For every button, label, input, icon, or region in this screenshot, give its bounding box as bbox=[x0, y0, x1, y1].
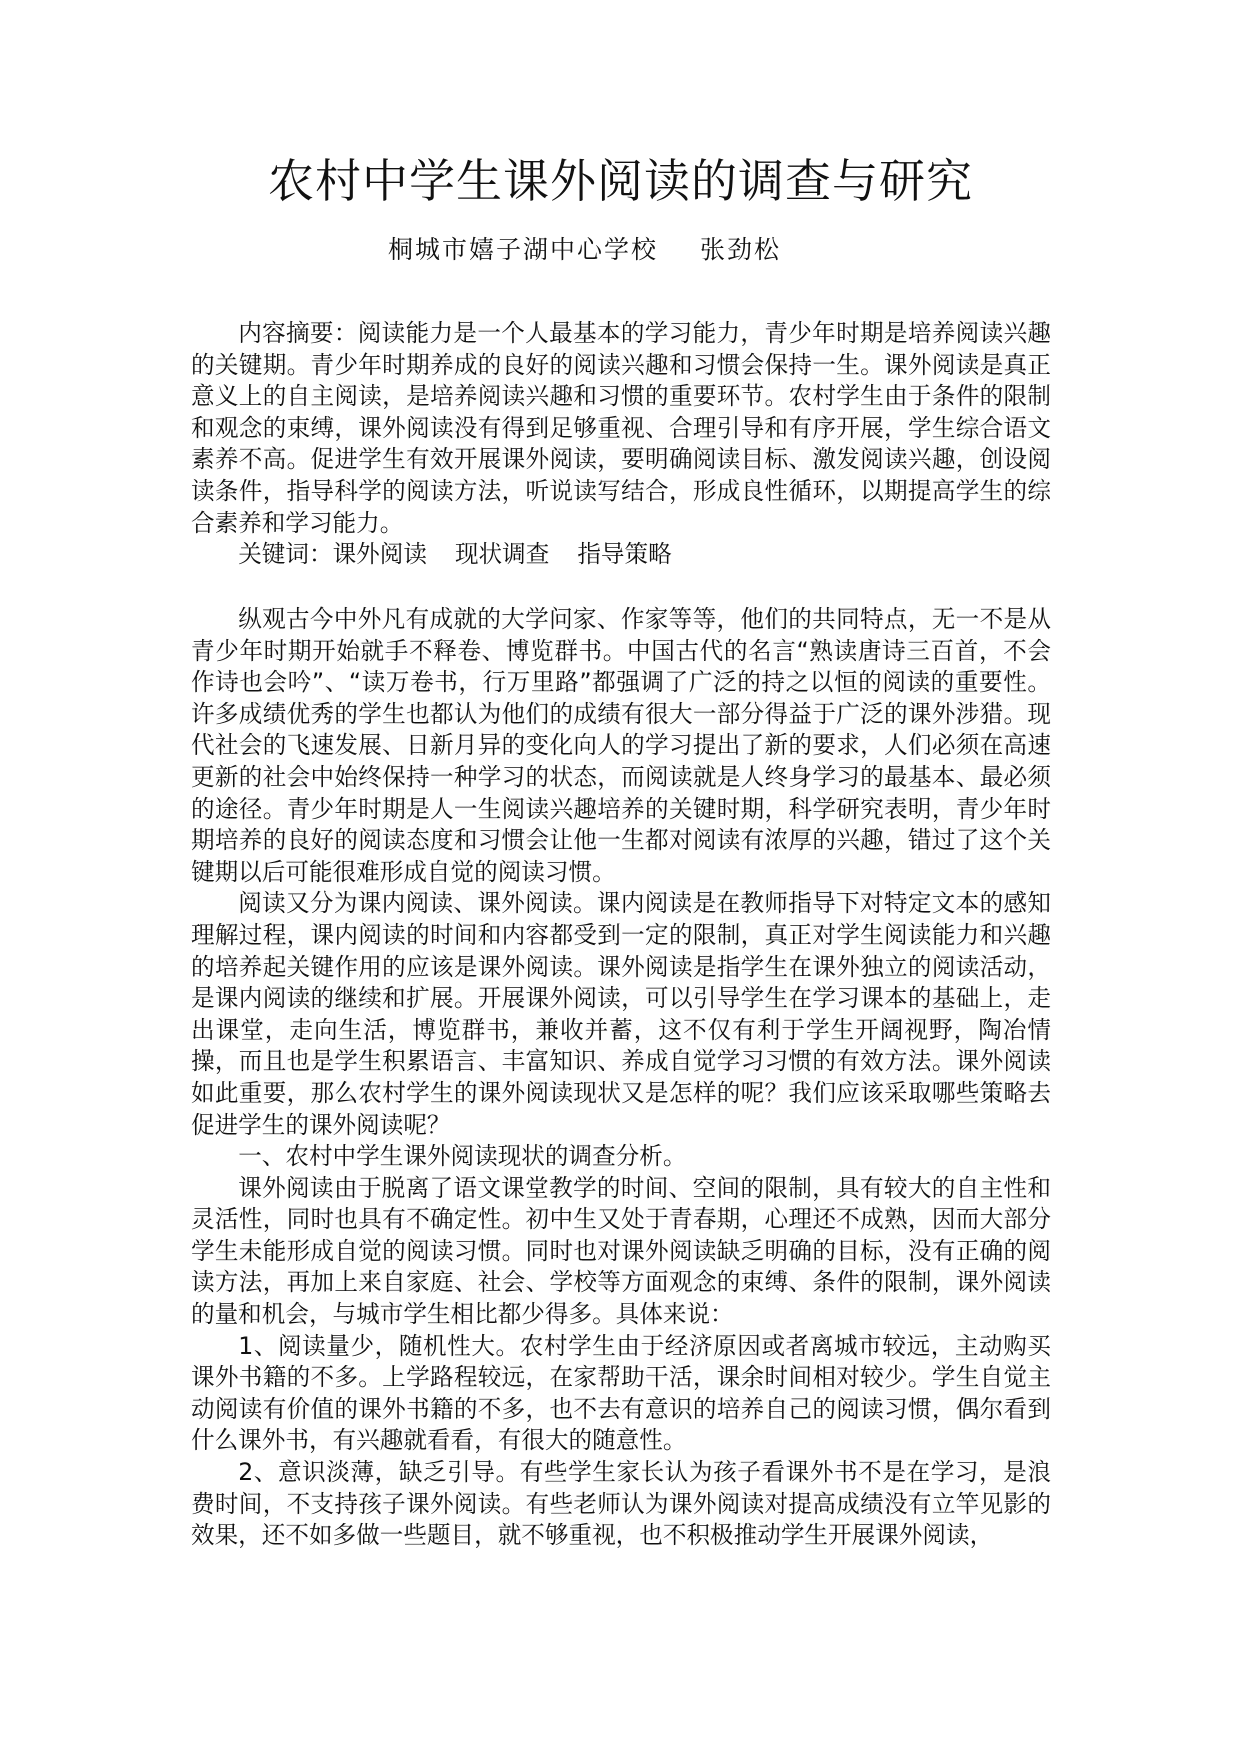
keyword-item: 指导策略 bbox=[577, 540, 672, 569]
school-name: 桐城市嬉子湖中心学校 bbox=[388, 235, 659, 264]
keywords-line bbox=[191, 539, 1051, 571]
page-title: 农村中学生课外阅读的调查与研究 bbox=[268, 154, 973, 208]
author-line bbox=[388, 232, 988, 268]
author-name: 张劲松 bbox=[700, 235, 782, 264]
section-heading: 一、农村中学生课外阅读现状的调查分析。 bbox=[238, 1142, 687, 1171]
body-paragraph: 阅读又分为课内阅读、课外阅读。课内阅读是在教师指导下对特定文本的感知理解过程，课内阅读的时间和内容都受到一定的限制，真正对学生阅读能力和兴趣的培养起关键作用的应该是课外阅读。课外阅读是指学生在课外独立的阅读活动，是课内阅读的继续和扩展。开展课外阅读，可以引导学生在学习课本的基础上，走出课堂，走向生活，博览群书，兼收并蓄，这不仅有利于学生开阔视野，陶冶情操，而且也是学生积累语言、丰富知识、养成自觉学习习惯的有效方法。课外阅读如此重要，那么农村学生的课外阅读现状又是怎样的呢？我们应该采取哪些策略去促进学生的课外阅读呢？ bbox=[191, 889, 1051, 1139]
main-body bbox=[191, 604, 1051, 1552]
keyword-item: 课外阅读 bbox=[332, 540, 427, 569]
body-paragraph: 纵观古今中外凡有成就的大学问家、作家等等，他们的共同特点，无一不是从青少年时期开始就手不释卷、博览群书。中国古代的名言“熟读唐诗三百首，不会作诗也会吟”、“读万卷书，行万里路”都强调了广泛的持之以恒的阅读的重要性。许多成绩优秀的学生也都认为他们的成绩有很大一部分得益于广泛的课外涉猎。现代社会的飞速发展、日新月异的变化向人的学习提出了新的要求，人们必须在高速更新的社会中始终保持一种学习的状态，而阅读就是人终身学习的最基本、最必须的途径。青少年时期是人一生阅读兴趣培养的关键时期，科学研究表明，青少年时期培养的良好的阅读态度和习惯会让他一生都对阅读有浓厚的兴趣，错过了这个关键期以后可能很难形成自觉的阅读习惯。 bbox=[191, 605, 1051, 886]
body-paragraph: 2、意识淡薄，缺乏引导。有些学生家长认为孩子看课外书不是在学习，是浪费时间，不支持孩子课外阅读。有些老师认为课外阅读对提高成绩没有立竿见影的效果，还不如多做一些题目，就不够重视，也不积极推动学生开展课外阅读， bbox=[191, 1458, 1051, 1550]
body-paragraph: 1、阅读量少，随机性大。农村学生由于经济原因或者离城市较远，主动购买课外书籍的不多。上学路程较远，在家帮助干活，课余时间相对较少。学生自觉主动阅读有价值的课外书籍的不多，也不去有意识的培养自己的阅读习惯，偶尔看到什么课外书，有兴趣就看看，有很大的随意性。 bbox=[191, 1331, 1051, 1455]
body-paragraph: 课外阅读由于脱离了语文课堂教学的时间、空间的限制，具有较大的自主性和灵活性，同时也具有不确定性。初中生又处于青春期，心理还不成熟，因而大部分学生未能形成自觉的阅读习惯。同时也对课外阅读缺乏明确的目标，没有正确的阅读方法，再加上来自家庭、社会、学校等方面观念的束缚、条件的限制，课外阅读的量和机会，与城市学生相比都少得多。具体来说： bbox=[191, 1173, 1051, 1329]
keywords-label: 关键词： bbox=[238, 540, 333, 569]
keyword-item: 现状调查 bbox=[454, 540, 550, 569]
abstract-paragraph: 内容摘要：阅读能力是一个人最基本的学习能力，青少年时期是培养阅读兴趣的关键期。青少年时期养成的良好的阅读兴趣和习惯会保持一生。课外阅读是真正意义上的自主阅读，是培养阅读兴趣和习惯的重要环节。农村学生由于条件的限制和观念的束缚，课外阅读没有得到足够重视、合理引导和有序开展，学生综合语文素养不高。促进学生有效开展课外阅读，要明确阅读目标、激发阅读兴趣，创设阅读条件，指导科学的阅读方法，听说读写结合，形成良性循环，以期提高学生的综合素养和学习能力。 bbox=[191, 319, 1051, 537]
abstract-section bbox=[191, 318, 1051, 571]
